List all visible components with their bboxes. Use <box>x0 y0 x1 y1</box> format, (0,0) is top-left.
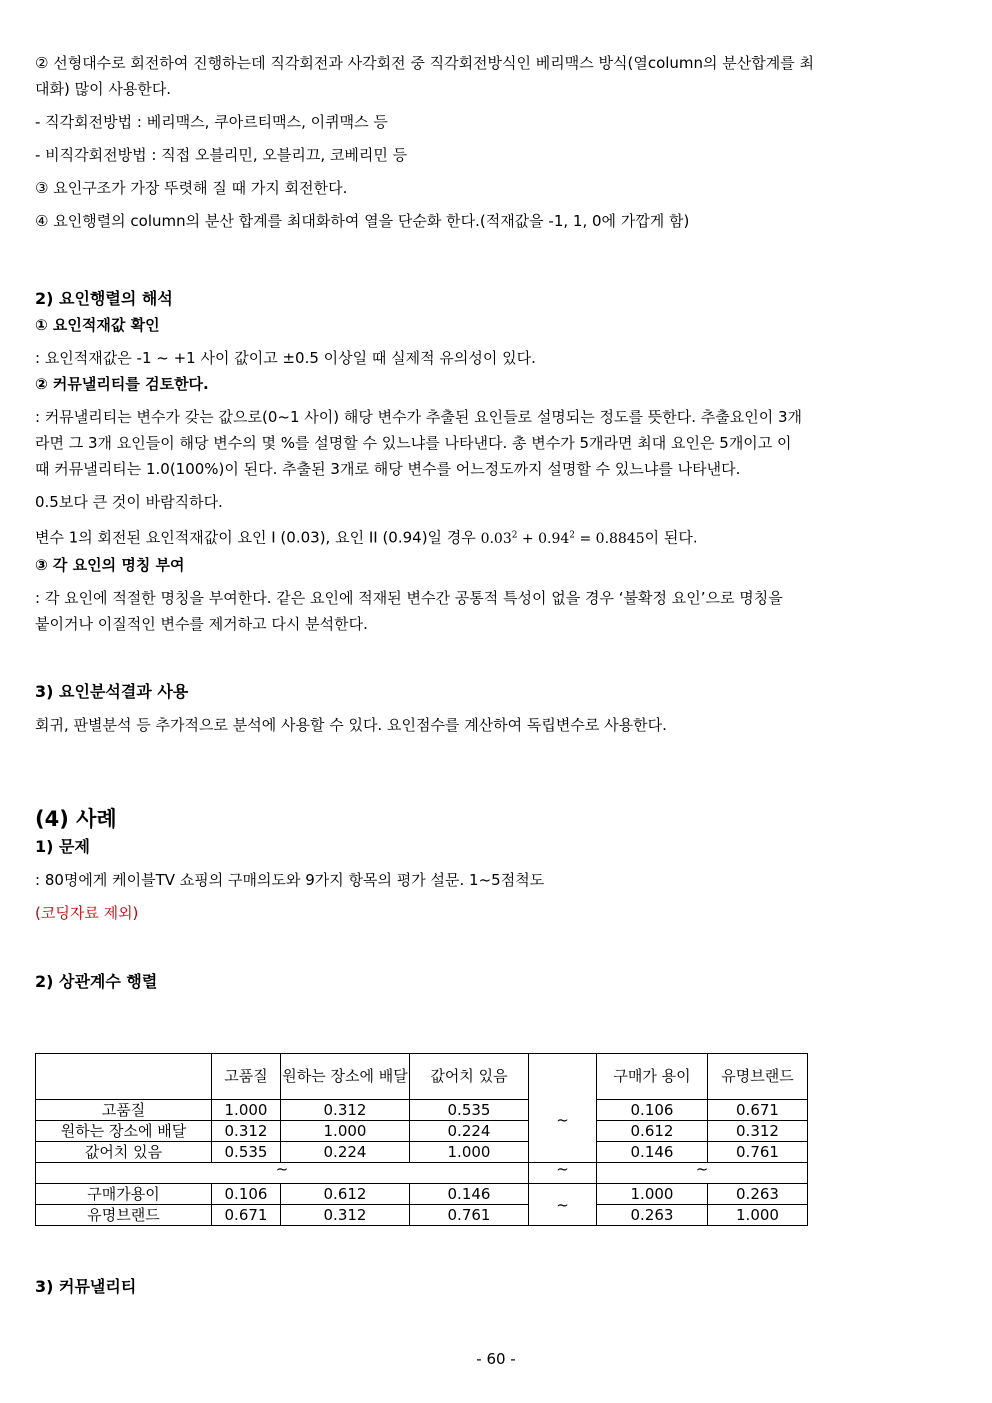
corr-heading: 2) 상관계수 행렬 <box>35 971 158 991</box>
header-cell: 구매가 용이 <box>597 1054 708 1100</box>
formula-term-a: 0.03 <box>480 530 512 547</box>
table-cell: 0.312 <box>708 1121 808 1142</box>
ellipsis-cell <box>529 1184 597 1226</box>
table-cell: 0.106 <box>212 1184 281 1205</box>
table-cell: 0.312 <box>281 1205 410 1226</box>
table-cell: 1.000 <box>410 1142 529 1163</box>
header-cell: 값어치 있음 <box>410 1054 529 1100</box>
table-cell: 0.671 <box>708 1100 808 1121</box>
communality-heading: 3) 커뮤낼리티 <box>35 1277 137 1296</box>
rotation-item2-line1: ② 선형대수로 회전하여 진행하는데 직각회전과 사각회전 중 직각회전방식인 베리맥스 방식(열column의 분산합계를 최 <box>35 54 815 72</box>
header-cell: 원하는 장소에 배달 <box>281 1054 410 1100</box>
rotation-item2-line2: 대화) 많이 사용한다. <box>35 80 172 98</box>
table-cell: 0.761 <box>708 1142 808 1163</box>
table-cell: 0.146 <box>597 1142 708 1163</box>
ellipsis-text: ~ <box>695 1160 709 1178</box>
interpretation-section <box>35 286 958 637</box>
row-label: 값어치 있음 <box>36 1142 212 1163</box>
formula-exp-a: 2 <box>511 530 518 540</box>
page-number: - 60 - <box>476 1350 516 1368</box>
ellipsis-cell <box>529 1054 597 1163</box>
case-heading: (4) 사례 <box>35 806 117 831</box>
table-ellipsis-row <box>36 1163 808 1184</box>
table-cell: 0.312 <box>281 1100 410 1121</box>
table-row <box>36 1121 808 1142</box>
table-cell: 0.761 <box>410 1205 529 1226</box>
oblique-methods: - 비직각회전방법 : 직접 오블리민, 오블리끄, 코베리민 등 <box>35 146 408 164</box>
formula-result: 0.8845 <box>595 530 645 547</box>
naming-heading: ③ 각 요인의 명칭 부여 <box>35 555 185 574</box>
communality-check-heading: ② 커뮤낼리티를 검토한다. <box>35 375 209 393</box>
table-cell: 0.224 <box>281 1142 410 1163</box>
communality-formula: $0.03^2 + 0.94^2 = 0.8845$ <box>480 530 645 547</box>
table-header-row <box>36 1054 808 1100</box>
interpretation-heading: 2) 요인행렬의 해석 <box>35 289 173 308</box>
correlation-table <box>35 1053 808 1226</box>
table-cell: 0.106 <box>597 1100 708 1121</box>
table-cell: 1.000 <box>281 1121 410 1142</box>
formula-term-b: 0.94 <box>538 530 570 547</box>
table-cell: 0.312 <box>212 1121 281 1142</box>
ellipsis-cell <box>597 1160 808 1184</box>
communality-example-suffix: 이 된다. <box>644 528 698 547</box>
loading-check-heading: ① 요인적재값 확인 <box>35 316 160 334</box>
communality-line3: 때 커뮤낼리티는 1.0(100%)이 된다. 추출된 3개로 해당 변수를 어느정도까지 설명할 수 있느냐를 나타낸다. <box>35 460 741 478</box>
communality-line4: 0.5보다 큰 것이 바람직하다. <box>35 493 223 511</box>
case-section <box>35 804 958 995</box>
table-row <box>36 1100 808 1121</box>
usage-heading: 3) 요인분석결과 사용 <box>35 681 189 701</box>
rotation-section <box>35 50 958 234</box>
header-corner <box>36 1054 212 1100</box>
table-cell: 0.263 <box>708 1184 808 1205</box>
communality-example <box>35 522 958 552</box>
communality-example-prefix: 변수 1의 회전된 요인적재값이 요인 I (0.03), 요인 II (0.94)일 경우 <box>35 528 481 547</box>
header-cell: 유명브랜드 <box>708 1054 808 1100</box>
table-cell: 0.535 <box>410 1100 529 1121</box>
table-row <box>36 1142 808 1163</box>
table-cell: 0.224 <box>410 1121 529 1142</box>
problem-heading: 1) 문제 <box>35 836 90 856</box>
table-row <box>36 1184 808 1205</box>
coding-note: (코딩자료 제외) <box>35 903 139 922</box>
communality-line2: 라면 그 3개 요인들이 해당 변수의 몇 %를 설명할 수 있느냐를 나타낸다. 총 변수가 5개라면 최대 요인은 5개이고 이 <box>35 434 792 452</box>
table-cell: 1.000 <box>212 1100 281 1121</box>
naming-line1: : 각 요인에 적절한 명칭을 부여한다. 같은 요인에 적재된 변수간 공통적 특성이 없을 경우 ‘불확정 요인’으로 명칭을 <box>35 588 783 607</box>
table-cell: 0.671 <box>212 1205 281 1226</box>
table-cell: 1.000 <box>708 1205 808 1226</box>
table-cell: 0.146 <box>410 1184 529 1205</box>
usage-section <box>35 679 958 738</box>
usage-text: 회귀, 판별분석 등 추가적으로 분석에 사용할 수 있다. 요인점수를 계산하여 독립변수로 사용한다. <box>35 715 667 734</box>
ellipsis-cell <box>36 1160 529 1184</box>
table-cell: 1.000 <box>597 1184 708 1205</box>
row-label: 원하는 장소에 배달 <box>36 1121 212 1142</box>
table-cell: 0.535 <box>212 1142 281 1163</box>
rotation-item3: ③ 요인구조가 가장 뚜렷해 질 때 가지 회전한다. <box>35 179 348 197</box>
ellipsis-text: ~ <box>556 1195 569 1214</box>
table-cell: 0.612 <box>597 1121 708 1142</box>
table-cell: 0.612 <box>281 1184 410 1205</box>
problem-text: : 80명에게 케이블TV 쇼핑의 구매의도와 9가지 항목의 평가 설문. 1~5점척도 <box>35 870 545 889</box>
header-cell: 고품질 <box>212 1054 281 1100</box>
communality-line1: : 커뮤낼리티는 변수가 갖는 값으로(0~1 사이) 해당 변수가 추출된 요인들로 설명되는 정도를 뜻한다. 추출요인이 3개 <box>35 408 803 426</box>
ellipsis-text: ~ <box>275 1160 289 1178</box>
formula-exp-b: 2 <box>569 530 576 540</box>
row-label: 유명브랜드 <box>36 1205 212 1226</box>
ellipsis-text: ~ <box>556 1110 569 1129</box>
row-label: 구매가용이 <box>36 1184 212 1205</box>
table-row <box>36 1205 808 1226</box>
table-cell: 0.263 <box>597 1205 708 1226</box>
rotation-item4: ④ 요인행렬의 column의 분산 합계를 최대화하여 열을 단순화 한다.(적재값을 -1, 1, 0에 가깝게 함) <box>35 212 690 230</box>
ellipsis-cell <box>529 1160 597 1184</box>
row-label: 고품질 <box>36 1100 212 1121</box>
loading-check-text: : 요인적재값은 -1 ~ +1 사이 값이고 ±0.5 이상일 때 실제적 유의성이 있다. <box>35 349 536 367</box>
document-page <box>35 50 958 1296</box>
orthogonal-methods: - 직각회전방법 : 베리맥스, 쿠아르티맥스, 이퀴맥스 등 <box>35 113 388 131</box>
ellipsis-text: ~ <box>556 1160 569 1178</box>
naming-line2: 붙이거나 이질적인 변수를 제거하고 다시 분석한다. <box>35 614 368 633</box>
